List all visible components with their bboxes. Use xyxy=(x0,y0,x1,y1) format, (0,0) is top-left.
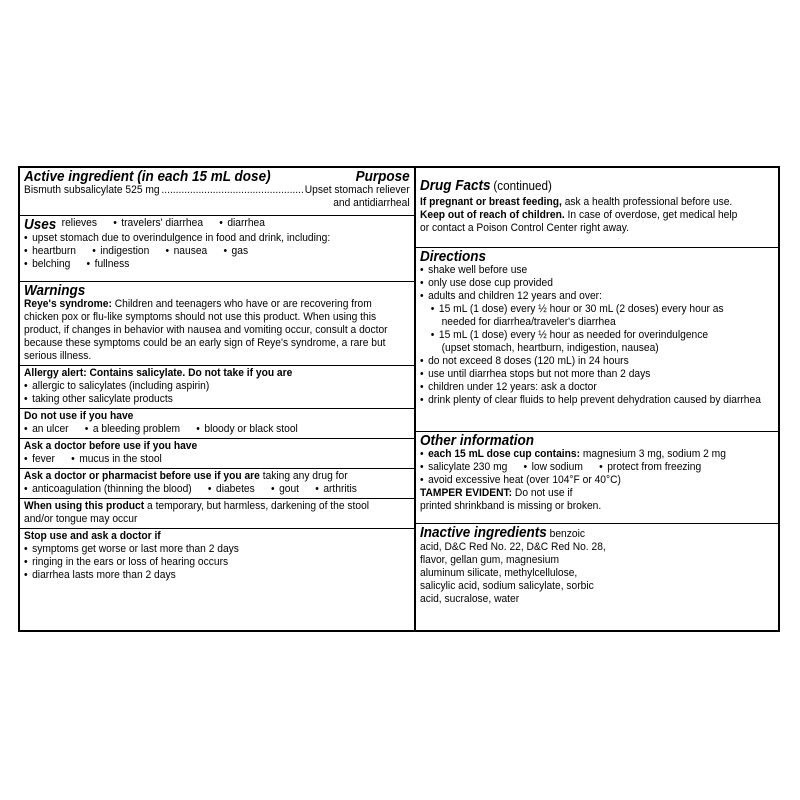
reye-label: Reye's syndrome: xyxy=(24,298,112,310)
purpose-text-2: and antidiarrheal xyxy=(333,197,410,209)
do-not-use-item: • bloody or black stool xyxy=(196,423,298,436)
do-not-use-section xyxy=(20,408,414,438)
use-item: • gas xyxy=(223,245,248,258)
allergy-item: • taking other salicylate products xyxy=(24,393,410,406)
stop-use-label: Stop use and ask a doctor if xyxy=(24,530,161,542)
pregnant-label: If pregnant or breast feeding, xyxy=(420,196,562,208)
when-using-label: When using this product xyxy=(24,500,145,512)
use-item: • fullness xyxy=(86,258,129,271)
uses-relieves: relieves xyxy=(61,217,97,229)
keep-out-label: Keep out of reach of children. xyxy=(420,209,565,221)
inactive-text: flavor, gellan gum, magnesium xyxy=(420,554,560,566)
direction-item: • drink plenty of clear fluids to help prevent dehydration caused by diarrhea xyxy=(420,394,774,407)
inactive-text: benzoic xyxy=(549,528,585,540)
pregnant-text: ask a health professional before use. xyxy=(564,196,733,208)
direction-subitem: • 15 mL (1 dose) every ½ hour as needed for overindulgence xyxy=(420,329,774,342)
ask-pharmacist-text: taking any drug for xyxy=(262,470,348,482)
reye-text: because these symptoms could be an early sign of Reye's syndrome, a rare but xyxy=(24,337,386,349)
uses-section xyxy=(20,216,414,282)
reye-text: Children and teenagers who have or are recovering from xyxy=(114,298,372,310)
do-not-use-label: Do not use if you have xyxy=(24,410,134,422)
use-item: • travelers' diarrhea xyxy=(113,217,203,232)
inactive-text: salicylic acid, sodium salicylate, sorbic xyxy=(420,580,594,592)
direction-item: • use until diarrhea stops but not more than 2 days xyxy=(420,368,774,381)
other-information-heading: Other information xyxy=(420,432,535,449)
dose-cup-text: magnesium 3 mg, sodium 2 mg xyxy=(582,448,726,460)
use-item: • nausea xyxy=(166,245,208,258)
drug-facts-heading: Drug Facts xyxy=(420,177,491,194)
warnings-section xyxy=(20,282,414,365)
ask-pharmacist-label: Ask a doctor or pharmacist before use if you are xyxy=(24,470,260,482)
other-info-item: • salicylate 230 mg xyxy=(420,461,507,474)
other-info-item: • low sodium xyxy=(524,461,583,474)
use-item: • heartburn xyxy=(24,245,76,258)
inactive-text: acid, D&C Red No. 22, D&C Red No. 28, xyxy=(420,541,606,553)
purpose-text-1: Upset stomach reliever xyxy=(304,184,410,196)
stop-use-section xyxy=(20,528,414,584)
left-column xyxy=(20,168,416,630)
use-item: • upset stomach due to overindulgence in food and drink, including: xyxy=(24,232,410,245)
stop-use-item: • diarrhea lasts more than 2 days xyxy=(24,569,410,582)
other-info-item: • protect from freezing xyxy=(599,461,701,474)
ask-pharmacist-item: • arthritis xyxy=(315,483,357,496)
active-ingredient-heading: Active ingredient (in each 15 mL dose) xyxy=(24,168,271,185)
directions-section xyxy=(416,248,778,432)
right-column xyxy=(416,168,778,630)
direction-item: • adults and children 12 years and over: xyxy=(420,290,774,303)
direction-item: • do not exceed 8 doses (120 mL) in 24 hours xyxy=(420,355,774,368)
when-using-text: and/or tongue may occur xyxy=(24,513,138,525)
direction-subitem: • 15 mL (1 dose) every ½ hour or 30 mL (2 doses) every hour as xyxy=(420,303,774,316)
allergy-alert-section xyxy=(20,365,414,408)
keep-out-text: In case of overdose, get medical help xyxy=(567,209,738,221)
allergy-label: Allergy alert: Contains salicylate. Do not take if you are xyxy=(24,367,293,379)
reye-text: serious illness. xyxy=(24,350,92,362)
reye-text: product, if changes in behavior with nausea and vomiting occur, consult a doctor xyxy=(24,324,388,336)
tamper-text: printed shrinkband is missing or broken. xyxy=(420,500,602,512)
direction-subitem: needed for diarrhea/traveler's diarrhea xyxy=(441,316,616,328)
ask-doctor-label: Ask a doctor before use if you have xyxy=(24,440,198,452)
warnings-heading: Warnings xyxy=(24,282,86,299)
direction-item: • children under 12 years: ask a doctor xyxy=(420,381,774,394)
other-information-section xyxy=(416,432,778,524)
when-using-section xyxy=(20,498,414,528)
do-not-use-item: • an ulcer xyxy=(24,423,69,436)
ask-pharmacist-section xyxy=(20,468,414,498)
ask-doctor-item: • fever xyxy=(24,453,55,466)
keep-out-text: or contact a Poison Control Center right away. xyxy=(420,222,629,234)
stop-use-item: • ringing in the ears or loss of hearing occurs xyxy=(24,556,410,569)
ask-pharmacist-item: • diabetes xyxy=(208,483,255,496)
direction-subitem: (upset stomach, heartburn, indigestion, nausea) xyxy=(441,342,659,354)
inactive-ingredients-heading: Inactive ingredients xyxy=(420,524,547,541)
continued-label: (continued) xyxy=(493,178,552,193)
ask-pharmacist-item: • anticoagulation (thinning the blood) xyxy=(24,483,192,496)
ingredient-name: Bismuth subsalicylate 525 mg xyxy=(24,184,160,196)
use-item: • diarrhea xyxy=(219,217,265,232)
purpose-heading: Purpose xyxy=(355,168,410,185)
reye-text: chicken pox or flu-like symptoms should not use this product. When using this xyxy=(24,311,377,323)
ask-doctor-section xyxy=(20,438,414,468)
uses-heading: Uses xyxy=(24,216,57,233)
allergy-item: • allergic to salicylates (including aspirin) xyxy=(24,380,410,393)
ask-pharmacist-item: • gout xyxy=(271,483,299,496)
active-ingredient-section xyxy=(20,168,414,216)
when-using-text: a temporary, but harmless, darkening of the stool xyxy=(147,500,370,512)
direction-item: • only use dose cup provided xyxy=(420,277,774,290)
tamper-label: TAMPER EVIDENT: xyxy=(420,487,513,499)
do-not-use-item: • a bleeding problem xyxy=(85,423,180,436)
ask-doctor-item: • mucus in the stool xyxy=(71,453,162,466)
drug-facts-panel xyxy=(18,166,780,632)
stop-use-item: • symptoms get worse or last more than 2 days xyxy=(24,543,410,556)
inactive-text: acid, sucralose, water xyxy=(420,593,520,605)
use-item: • belching xyxy=(24,258,70,271)
inactive-ingredients-section xyxy=(416,524,778,608)
tamper-text: Do not use if xyxy=(514,487,573,499)
drug-facts-continued-section xyxy=(416,168,778,248)
directions-heading: Directions xyxy=(420,248,487,265)
other-info-item: • avoid excessive heat (over 104°F or 40°C) xyxy=(420,474,774,487)
direction-item: • shake well before use xyxy=(420,264,774,277)
dose-cup-label: each 15 mL dose cup contains: xyxy=(428,448,581,460)
leader-dots xyxy=(161,184,303,197)
use-item: • indigestion xyxy=(92,245,149,258)
inactive-text: aluminum silicate, methylcellulose, xyxy=(420,567,578,579)
